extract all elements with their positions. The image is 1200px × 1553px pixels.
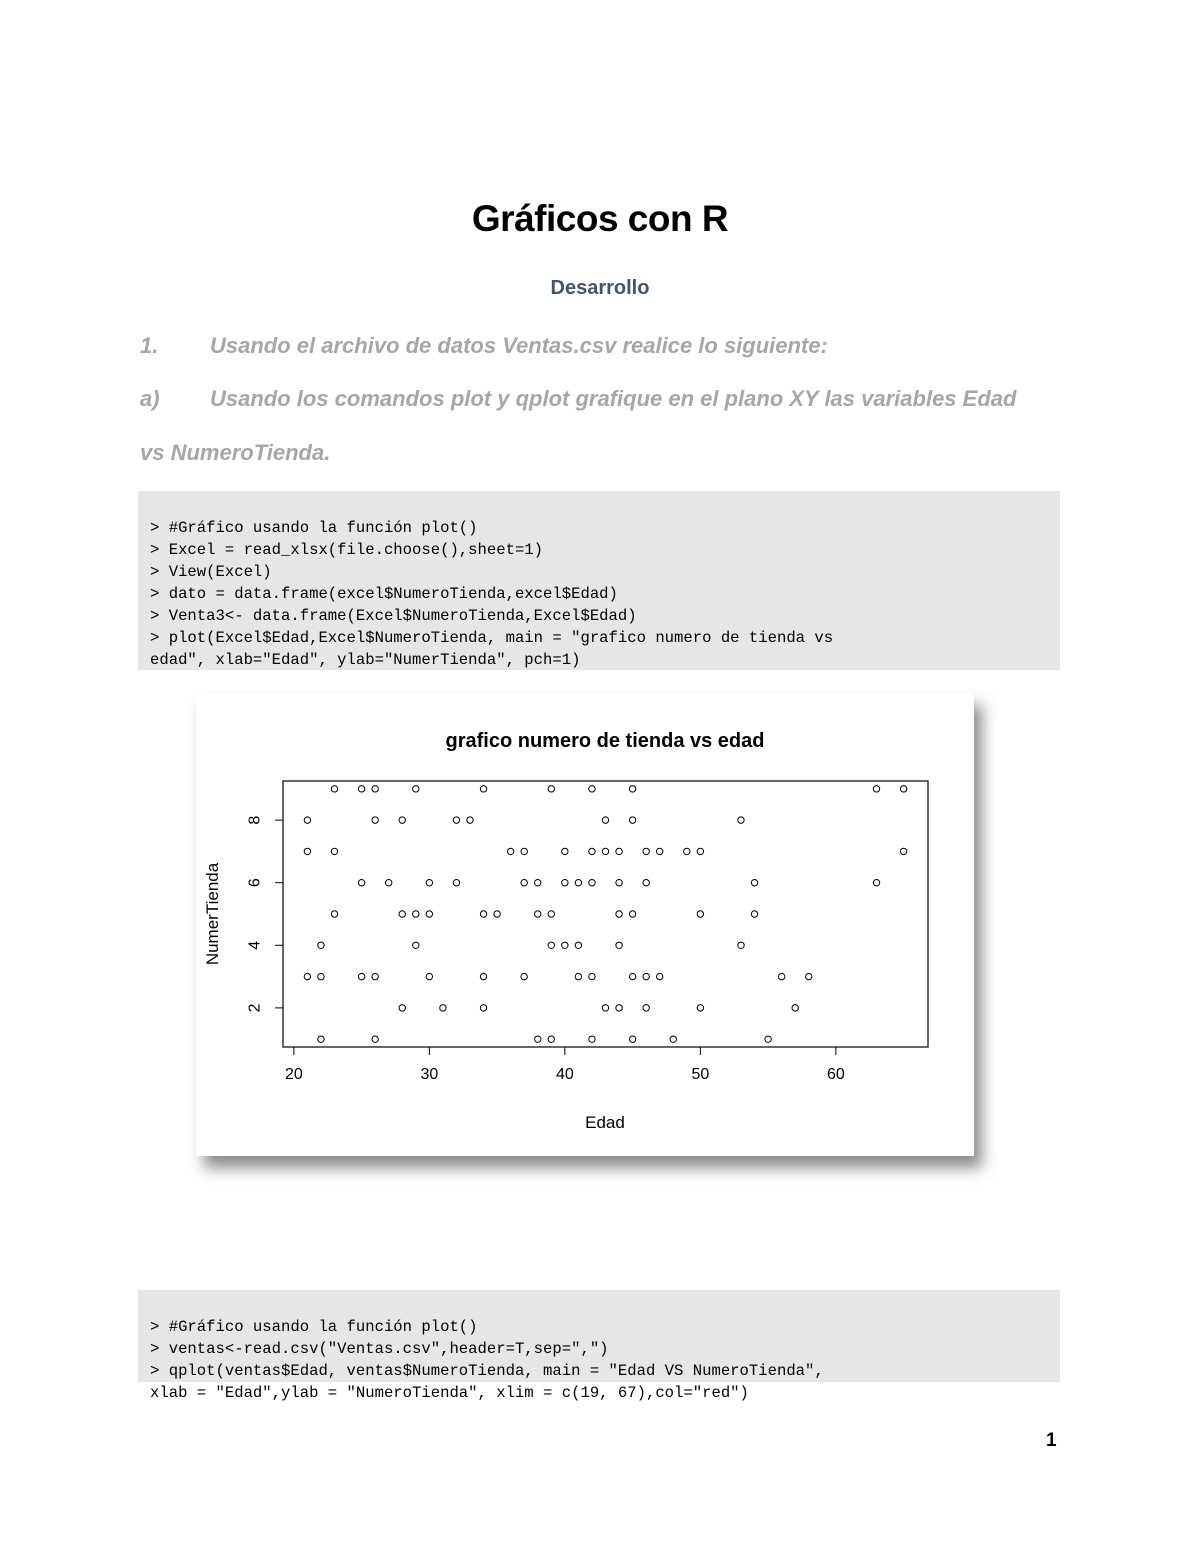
- data-point: [521, 973, 527, 979]
- code-line: > dato = data.frame(excel$NumeroTienda,excel$Edad): [150, 585, 618, 603]
- x-tick-label: 40: [555, 1066, 574, 1083]
- code-block-qplot: [138, 1290, 1060, 1402]
- data-point: [331, 848, 337, 854]
- data-point: [643, 880, 649, 886]
- data-point: [629, 911, 635, 917]
- data-point: [548, 786, 554, 792]
- data-point: [480, 973, 486, 979]
- y-tick-label: 2: [246, 1003, 264, 1013]
- data-point: [521, 848, 527, 854]
- question-1-text: Usando el archivo de datos Ventas.csv realice lo siguiente:: [210, 333, 828, 358]
- data-point: [521, 880, 527, 886]
- data-point: [575, 880, 581, 886]
- data-point: [697, 848, 703, 854]
- data-point: [426, 973, 432, 979]
- data-point: [385, 880, 391, 886]
- data-point: [426, 911, 432, 917]
- data-point: [589, 848, 595, 854]
- scatter-plot-figure: [196, 693, 974, 1156]
- scatter-plot: [196, 693, 974, 1156]
- data-point: [900, 786, 906, 792]
- data-point: [548, 911, 554, 917]
- data-point: [697, 911, 703, 917]
- code-line: > Excel = read_xlsx(file.choose(),sheet=1): [150, 541, 544, 559]
- data-point: [318, 1036, 324, 1042]
- data-point: [453, 880, 459, 886]
- data-point: [372, 786, 378, 792]
- data-point: [480, 786, 486, 792]
- data-point: [616, 848, 622, 854]
- data-point: [629, 786, 635, 792]
- data-point: [467, 817, 473, 823]
- data-point: [738, 942, 744, 948]
- data-point: [738, 817, 744, 823]
- plot-frame: [283, 781, 928, 1047]
- data-point: [413, 942, 419, 948]
- code-line: > Venta3<- data.frame(Excel$NumeroTienda,Excel$Edad): [150, 607, 637, 625]
- data-point: [480, 911, 486, 917]
- data-point: [358, 786, 364, 792]
- data-point: [426, 880, 432, 886]
- data-point: [304, 817, 310, 823]
- code-line: > View(Excel): [150, 563, 272, 581]
- code-line: > #Gráfico usando la función plot(): [150, 519, 478, 537]
- data-points: [304, 786, 907, 1043]
- data-point: [657, 973, 663, 979]
- code-line: > qplot(ventas$Edad, ventas$NumeroTienda, main = "Edad VS NumeroTienda",: [150, 1362, 824, 1380]
- data-point: [670, 1036, 676, 1042]
- code-line: > plot(Excel$Edad,Excel$NumeroTienda, main = "grafico numero de tienda vs: [150, 629, 834, 647]
- data-point: [602, 848, 608, 854]
- code-line: > #Gráfico usando la función plot(): [150, 1318, 478, 1336]
- data-point: [548, 942, 554, 948]
- code-line: > ventas<-read.csv("Ventas.csv",header=T,sep=","): [150, 1340, 609, 1358]
- data-point: [535, 911, 541, 917]
- data-point: [616, 880, 622, 886]
- data-point: [602, 1005, 608, 1011]
- code-line: xlab = "Edad",ylab = "NumeroTienda", xlim = c(19, 67),col="red"): [150, 1384, 749, 1402]
- data-point: [643, 848, 649, 854]
- data-point: [440, 1005, 446, 1011]
- data-point: [589, 1036, 595, 1042]
- data-point: [331, 911, 337, 917]
- code-line: edad", xlab="Edad", ylab="NumerTienda", pch=1): [150, 651, 581, 669]
- y-tick-label: 4: [246, 940, 264, 950]
- data-point: [413, 786, 419, 792]
- data-point: [697, 1005, 703, 1011]
- data-point: [643, 1005, 649, 1011]
- data-point: [684, 848, 690, 854]
- data-point: [399, 817, 405, 823]
- question-1-number: 1.: [140, 333, 159, 358]
- data-point: [535, 880, 541, 886]
- page-title: Gráficos con R: [471, 198, 729, 239]
- data-point: [657, 848, 663, 854]
- data-point: [562, 880, 568, 886]
- question-a: [140, 386, 1016, 412]
- data-point: [358, 880, 364, 886]
- data-point: [873, 880, 879, 886]
- data-point: [751, 880, 757, 886]
- data-point: [562, 942, 568, 948]
- data-point: [589, 973, 595, 979]
- data-point: [358, 973, 364, 979]
- y-axis: [247, 816, 284, 1013]
- data-point: [304, 848, 310, 854]
- data-point: [562, 848, 568, 854]
- y-axis-label: NumerTienda: [203, 862, 222, 966]
- data-point: [643, 973, 649, 979]
- question-a-number: a): [140, 386, 160, 411]
- data-point: [318, 942, 324, 948]
- chart-title: grafico numero de tienda vs edad: [445, 730, 765, 752]
- data-point: [507, 848, 513, 854]
- section-subtitle: Desarrollo: [550, 277, 650, 299]
- x-tick-label: 60: [826, 1066, 845, 1083]
- data-point: [616, 911, 622, 917]
- data-point: [616, 1005, 622, 1011]
- data-point: [616, 942, 622, 948]
- data-point: [900, 848, 906, 854]
- x-tick-label: 20: [284, 1066, 303, 1083]
- data-point: [765, 1036, 771, 1042]
- data-point: [629, 817, 635, 823]
- data-point: [453, 817, 459, 823]
- y-tick-label: 6: [246, 878, 264, 888]
- data-point: [629, 1036, 635, 1042]
- data-point: [372, 817, 378, 823]
- data-point: [589, 880, 595, 886]
- data-point: [372, 973, 378, 979]
- data-point: [575, 973, 581, 979]
- data-point: [318, 973, 324, 979]
- data-point: [399, 1005, 405, 1011]
- question-a-continuation: vs NumeroTienda.: [140, 440, 331, 465]
- data-point: [399, 911, 405, 917]
- data-point: [806, 973, 812, 979]
- question-1: [140, 333, 828, 359]
- y-tick-label: 8: [246, 815, 264, 825]
- data-point: [778, 973, 784, 979]
- data-point: [792, 1005, 798, 1011]
- x-tick-label: 30: [420, 1066, 439, 1083]
- x-axis: [285, 1047, 845, 1083]
- data-point: [494, 911, 500, 917]
- x-tick-label: 50: [691, 1066, 710, 1083]
- data-point: [304, 973, 310, 979]
- data-point: [548, 1036, 554, 1042]
- question-a-text: Usando los comandos plot y qplot grafique en el plano XY las variables Edad: [210, 386, 1017, 411]
- data-point: [629, 973, 635, 979]
- page-number: 1: [1046, 1430, 1057, 1451]
- data-point: [480, 1005, 486, 1011]
- data-point: [413, 911, 419, 917]
- x-axis-label: Edad: [585, 1113, 625, 1132]
- data-point: [751, 911, 757, 917]
- data-point: [372, 1036, 378, 1042]
- data-point: [575, 942, 581, 948]
- data-point: [331, 786, 337, 792]
- data-point: [535, 1036, 541, 1042]
- code-block-plot: [138, 491, 1060, 670]
- data-point: [873, 786, 879, 792]
- data-point: [589, 786, 595, 792]
- data-point: [602, 817, 608, 823]
